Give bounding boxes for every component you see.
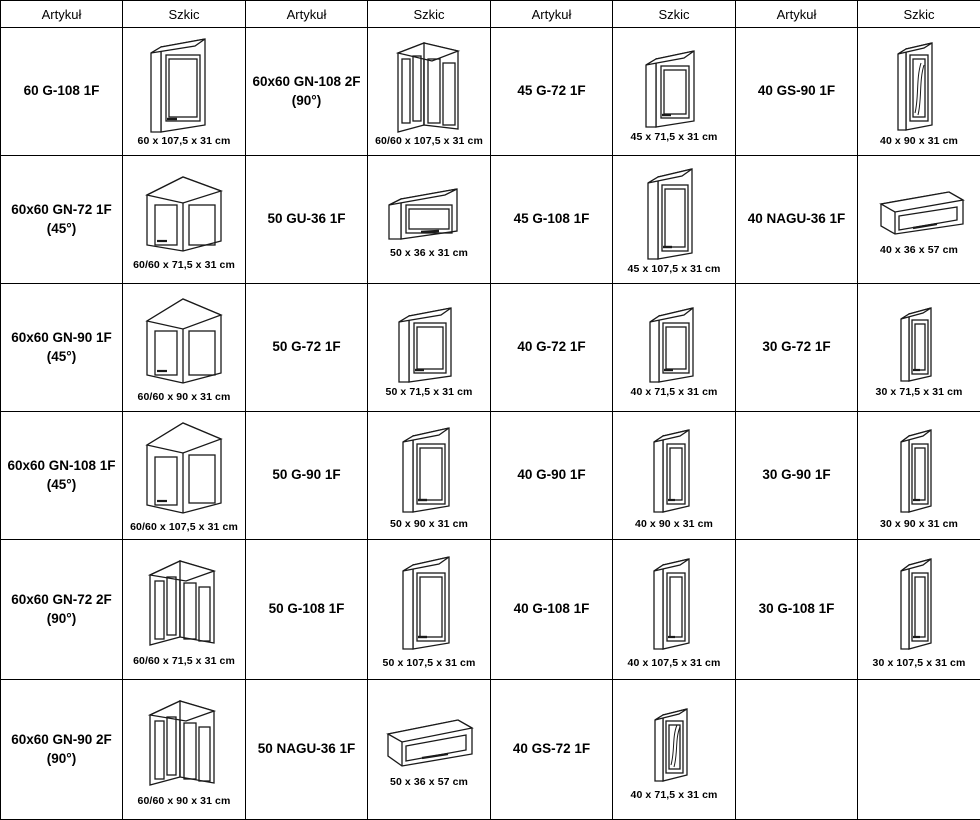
dimension-label: 40 x 71,5 x 31 cm [631, 384, 718, 399]
cabinet-tall-narrow-door-icon [613, 547, 735, 655]
cabinet-glass-door-icon [613, 695, 735, 787]
dimension-label: 60/60 x 107,5 x 31 cm [375, 133, 483, 148]
sketch-cell [123, 680, 246, 820]
column-header-article-2: Artykuł [246, 1, 368, 28]
dimension-label: 60/60 x 90 x 31 cm [138, 793, 231, 808]
dimension-label: 60/60 x 90 x 31 cm [138, 389, 231, 404]
article-code: 60x60 GN-90 2F (90°) [1, 680, 123, 820]
sketch-cell [123, 28, 246, 156]
sketch-cell [858, 412, 980, 540]
cabinet-hood-lift-icon [858, 180, 980, 242]
sketch-cell [858, 156, 980, 284]
article-code: 50 G-108 1F [246, 540, 368, 680]
table-header [1, 1, 980, 28]
dimension-label: 50 x 90 x 31 cm [390, 516, 468, 531]
table-row [1, 156, 980, 284]
dimension-label: 45 x 107,5 x 31 cm [628, 261, 721, 276]
corner-cabinet-90-tall-icon [368, 33, 490, 133]
cabinet-tall-door-icon [613, 161, 735, 261]
sketch-cell [368, 28, 491, 156]
article-code: 50 NAGU-36 1F [246, 680, 368, 820]
cabinet-narrow-door-icon [858, 418, 980, 516]
dimension-label: 50 x 36 x 57 cm [390, 774, 468, 789]
cabinet-narrow-door-icon [613, 418, 735, 516]
table-row [1, 680, 980, 820]
article-code: 45 G-108 1F [491, 156, 613, 284]
article-code: 60x60 GN-108 2F (90°) [246, 28, 368, 156]
column-header-article-3: Artykuł [491, 1, 613, 28]
sketch-cell [858, 284, 980, 412]
dimension-label: 30 x 107,5 x 31 cm [873, 655, 966, 670]
empty-article-cell [736, 680, 858, 820]
corner-cabinet-90-icon [123, 689, 245, 793]
cabinet-tall-door-icon [123, 33, 245, 133]
sketch-cell [613, 680, 736, 820]
column-header-sketch-3: Szkic [613, 1, 736, 28]
cabinet-narrow-door-icon [858, 294, 980, 384]
sketch-cell [368, 412, 491, 540]
corner-cabinet-45-icon [123, 165, 245, 257]
article-code: 50 GU-36 1F [246, 156, 368, 284]
header-row [1, 1, 980, 28]
dimension-label: 30 x 71,5 x 31 cm [876, 384, 963, 399]
dimension-label: 40 x 36 x 57 cm [880, 242, 958, 257]
article-code: 50 G-72 1F [246, 284, 368, 412]
dimension-label: 45 x 71,5 x 31 cm [631, 129, 718, 144]
sketch-cell [613, 284, 736, 412]
article-code: 60x60 GN-90 1F (45°) [1, 284, 123, 412]
article-code: 30 G-72 1F [736, 284, 858, 412]
cabinet-door-icon [613, 37, 735, 129]
sketch-cell [123, 156, 246, 284]
dimension-label: 30 x 90 x 31 cm [880, 516, 958, 531]
dimension-label: 50 x 107,5 x 31 cm [383, 655, 476, 670]
corner-cabinet-45-tall-icon [123, 415, 245, 519]
table-row [1, 540, 980, 680]
article-code: 60x60 GN-72 1F (45°) [1, 156, 123, 284]
sketch-cell [123, 284, 246, 412]
article-code: 40 G-72 1F [491, 284, 613, 412]
cabinet-door-icon [613, 294, 735, 384]
table-row [1, 28, 980, 156]
article-code: 30 G-90 1F [736, 412, 858, 540]
empty-sketch-cell [858, 680, 980, 820]
dimension-label: 60/60 x 107,5 x 31 cm [130, 519, 238, 534]
column-header-sketch-2: Szkic [368, 1, 491, 28]
cabinet-door-icon [368, 294, 490, 384]
column-header-sketch-1: Szkic [123, 1, 246, 28]
article-code: 40 G-108 1F [491, 540, 613, 680]
table-row [1, 412, 980, 540]
column-header-article-1: Artykuł [1, 1, 123, 28]
cabinet-tall-door-icon [368, 547, 490, 655]
sketch-cell [858, 540, 980, 680]
sketch-cell [613, 412, 736, 540]
table-row [1, 284, 980, 412]
article-code: 60x60 GN-72 2F (90°) [1, 540, 123, 680]
dimension-label: 50 x 36 x 31 cm [390, 245, 468, 260]
dimension-label: 40 x 90 x 31 cm [635, 516, 713, 531]
article-code: 40 G-90 1F [491, 412, 613, 540]
dimension-label: 50 x 71,5 x 31 cm [386, 384, 473, 399]
cabinet-lift-up-icon [368, 177, 490, 245]
article-code: 45 G-72 1F [491, 28, 613, 156]
article-code: 50 G-90 1F [246, 412, 368, 540]
sketch-cell [368, 156, 491, 284]
sketch-cell [368, 680, 491, 820]
cabinet-hood-lift-icon [368, 708, 490, 774]
article-code: 40 NAGU-36 1F [736, 156, 858, 284]
column-header-article-4: Artykuł [736, 1, 858, 28]
article-code: 40 GS-90 1F [736, 28, 858, 156]
cabinet-glass-door-icon [858, 33, 980, 133]
dimension-label: 60/60 x 71,5 x 31 cm [133, 257, 235, 272]
sketch-cell [123, 540, 246, 680]
dimension-label: 40 x 107,5 x 31 cm [628, 655, 721, 670]
dimension-label: 40 x 90 x 31 cm [880, 133, 958, 148]
article-code: 30 G-108 1F [736, 540, 858, 680]
dimension-label: 60 x 107,5 x 31 cm [138, 133, 231, 148]
sketch-cell [123, 412, 246, 540]
cabinet-tall-narrow-door-icon [858, 547, 980, 655]
sketch-cell [613, 28, 736, 156]
column-header-sketch-4: Szkic [858, 1, 980, 28]
sketch-cell [368, 540, 491, 680]
dimension-label: 40 x 71,5 x 31 cm [631, 787, 718, 802]
article-code: 60 G-108 1F [1, 28, 123, 156]
sketch-cell [858, 28, 980, 156]
table-body [1, 28, 980, 820]
article-code: 60x60 GN-108 1F (45°) [1, 412, 123, 540]
corner-cabinet-90-icon [123, 549, 245, 653]
corner-cabinet-45-icon [123, 289, 245, 389]
article-code: 40 GS-72 1F [491, 680, 613, 820]
sketch-cell [613, 156, 736, 284]
sketch-cell [368, 284, 491, 412]
sketch-cell [613, 540, 736, 680]
dimension-label: 60/60 x 71,5 x 31 cm [133, 653, 235, 668]
cabinet-door-icon [368, 418, 490, 516]
